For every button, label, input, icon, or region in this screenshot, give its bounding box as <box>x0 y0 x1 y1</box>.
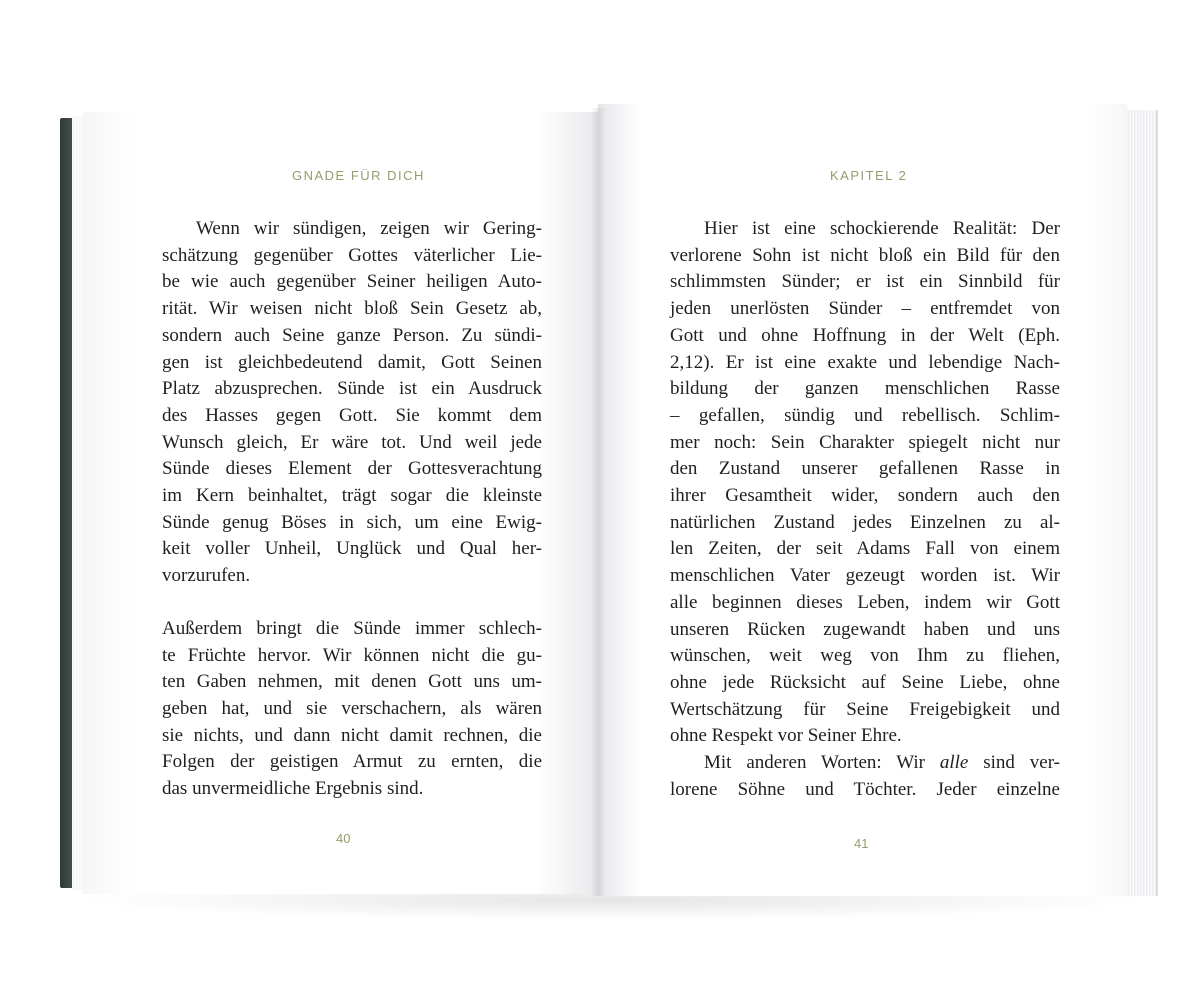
paragraph-gap <box>162 590 542 616</box>
text-line: mer noch: Sein Charakter spiegelt nicht nur <box>670 431 1060 453</box>
text-line: Wertschätzung für Seine Freigebigkeit und <box>670 698 1060 720</box>
text-line: Hier ist eine schockierende Realität: Der <box>704 218 1060 239</box>
book-spine-gutter <box>590 108 606 896</box>
right-page-text <box>670 216 1060 803</box>
text-line: ohne Respekt vor Seiner Ehre. <box>670 725 902 747</box>
running-head-right: KAPITEL 2 <box>830 168 908 183</box>
text-line: das unvermeidliche Ergebnis sind. <box>162 778 424 800</box>
text-line: sondern auch Seine ganze Person. Zu sündi- <box>162 324 542 346</box>
left-page-text <box>162 216 542 803</box>
text-line: Folgen der geistigen Armut zu ernten, die <box>162 751 542 773</box>
text-line: keit voller Unheil, Unglück und Qual her- <box>162 538 542 560</box>
text-line: be wie auch gegenüber Seiner heiligen Auto- <box>162 271 542 293</box>
text-line: des Hasses gegen Gott. Sie kommt dem <box>162 404 542 426</box>
text-line: ihrer Gesamtheit wider, sondern auch den <box>670 485 1060 507</box>
running-head-left: GNADE FÜR DICH <box>292 168 425 183</box>
text-line: schlimmsten Sünder; er ist ein Sinnbild für <box>670 271 1060 293</box>
text-line: gen ist gleichbedeutend damit, Gott Seinen <box>162 351 542 373</box>
text-line: natürlichen Zustand jedes Einzelnen zu al- <box>670 511 1060 533</box>
text-line: wünschen, weit weg von Ihm zu fliehen, <box>670 645 1060 667</box>
text-line: Sünde dieses Element der Gottesverachtung <box>162 458 542 480</box>
text-line: 2,12). Er ist eine exakte und lebendige Nach- <box>670 351 1060 373</box>
text-line: Außerdem bringt die Sünde immer schlech- <box>162 617 542 639</box>
text-line: Sünde genug Böses in sich, um eine Ewig- <box>162 511 542 533</box>
text-line: rität. Wir weisen nicht bloß Sein Gesetz ab, <box>162 298 542 320</box>
text-line: jeden unerlösten Sünder – entfremdet von <box>670 298 1060 320</box>
text-line: verlorene Sohn ist nicht bloß ein Bild für den <box>670 244 1060 266</box>
text-line: alle beginnen dieses Leben, indem wir Gott <box>670 591 1060 613</box>
text-line: menschlichen Vater gezeugt worden ist. Wir <box>670 565 1060 587</box>
text-line: Gott und ohne Hoffnung in der Welt (Eph. <box>670 324 1060 346</box>
text-line-with-emphasis <box>670 750 1060 777</box>
text-line: ten Gaben nehmen, mit denen Gott uns um- <box>162 671 542 693</box>
text-segment: sind ver- <box>968 752 1060 774</box>
text-line: len Zeiten, der seit Adams Fall von einem <box>670 538 1060 560</box>
page-stack-right <box>1124 110 1158 896</box>
text-line: schätzung gegenüber Gottes väterlicher Lie- <box>162 244 542 266</box>
text-line: Wunsch gleich, Er wäre tot. Und weil jede <box>162 431 542 453</box>
text-line: bildung der ganzen menschlichen Rasse <box>670 378 1060 400</box>
text-line: den Zustand unserer gefallenen Rasse in <box>670 458 1060 480</box>
text-line: geben hat, und sie verschachern, als wären <box>162 697 542 719</box>
text-line: vorzurufen. <box>162 565 251 587</box>
text-line: Wenn wir sündigen, zeigen wir Gering- <box>196 218 542 239</box>
text-line: im Kern beinhaltet, trägt sogar die kleinste <box>162 485 542 507</box>
text-line: ohne jede Rücksicht auf Seine Liebe, ohne <box>670 671 1060 693</box>
text-line: sie nichts, und dann nicht damit rechnen, die <box>162 724 542 746</box>
text-segment: Mit anderen Worten: Wir <box>704 752 940 774</box>
emphasized-word: alle <box>939 752 969 774</box>
text-line: Platz abzusprechen. Sünde ist ein Ausdruck <box>162 378 542 400</box>
page-number-left: 40 <box>336 831 351 846</box>
text-line: lorene Söhne und Töchter. Jeder einzelne <box>670 778 1060 800</box>
text-line: te Früchte hervor. Wir können nicht die gu- <box>162 644 542 666</box>
page-number-right: 41 <box>854 836 869 851</box>
text-line: unseren Rücken zugewandt haben und uns <box>670 618 1060 640</box>
text-line: – gefallen, sündig und rebellisch. Schlim- <box>670 404 1060 426</box>
